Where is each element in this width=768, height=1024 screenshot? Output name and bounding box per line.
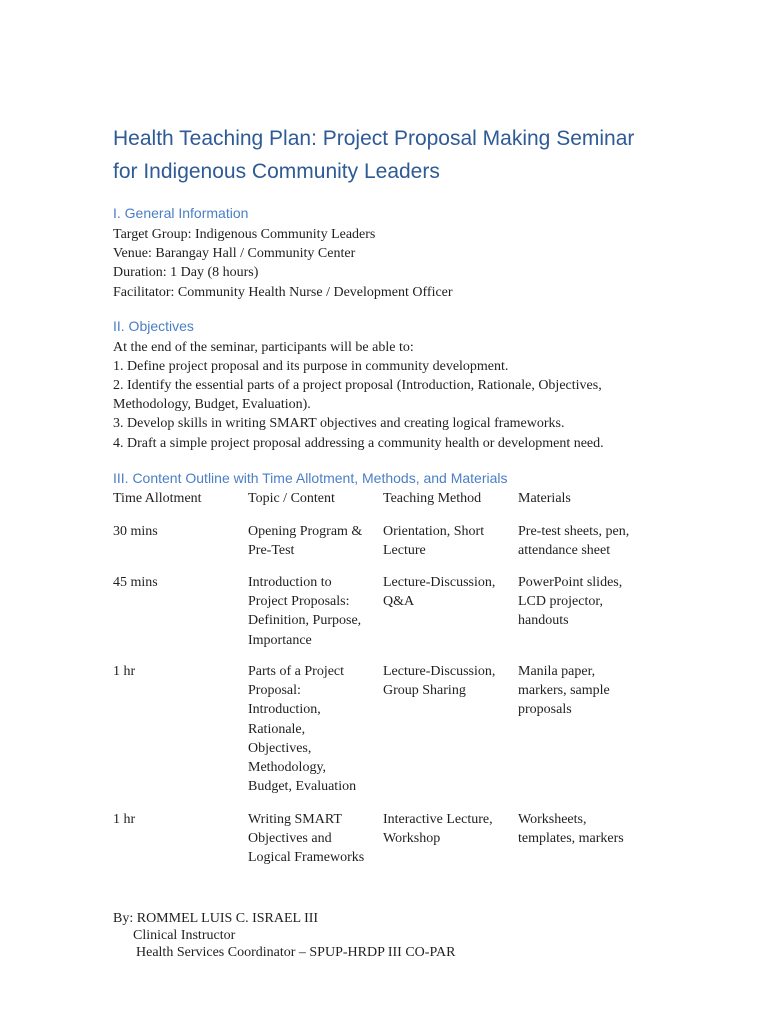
cell-line: handouts bbox=[518, 613, 569, 629]
cell-line: Proposal: bbox=[248, 683, 301, 699]
cell-line: Introduction to bbox=[248, 575, 332, 590]
info-duration: Duration: 1 Day (8 hours) bbox=[113, 265, 259, 280]
cell-time: 45 mins bbox=[113, 575, 158, 590]
column-header-time: Time Allotment bbox=[113, 491, 202, 506]
cell-topic bbox=[248, 662, 376, 796]
cell-line: Parts of a Project bbox=[248, 664, 345, 679]
signature-by: By: ROMMEL LUIS C. ISRAEL III bbox=[113, 911, 319, 926]
cell-materials bbox=[518, 573, 658, 631]
cell-line: templates, markers bbox=[518, 831, 624, 847]
cell-line: Orientation, Short bbox=[383, 524, 485, 539]
cell-materials bbox=[518, 810, 658, 848]
cell-line: Budget, Evaluation bbox=[248, 779, 357, 795]
cell-line: Methodology, bbox=[248, 760, 327, 776]
cell-line: Definition, Purpose, bbox=[248, 613, 362, 629]
cell-line: Pre-Test bbox=[248, 543, 295, 559]
objective-item-3: 3. Develop skills in writing SMART objectives and creating logical frameworks. bbox=[113, 416, 565, 431]
cell-line: Pre-test sheets, pen, bbox=[518, 524, 630, 539]
cell-line: Logical Frameworks bbox=[248, 850, 365, 866]
cell-materials bbox=[518, 522, 658, 560]
objective-item-4: 4. Draft a simple project proposal addressing a community health or development need. bbox=[113, 436, 604, 451]
cell-topic bbox=[248, 810, 376, 868]
cell-topic bbox=[248, 573, 376, 650]
cell-line: Project Proposals: bbox=[248, 594, 350, 610]
cell-method bbox=[383, 573, 511, 611]
title-line-2: for Indigenous Community Leaders bbox=[113, 160, 440, 183]
cell-method bbox=[383, 522, 511, 560]
cell-materials bbox=[518, 662, 658, 720]
cell-time: 30 mins bbox=[113, 524, 158, 539]
cell-line: Introduction, bbox=[248, 702, 321, 718]
cell-line: Lecture-Discussion, bbox=[383, 575, 496, 590]
cell-time: 1 hr bbox=[113, 812, 136, 827]
signature-role-coordinator: Health Services Coordinator – SPUP-HRDP III CO-PAR bbox=[136, 945, 456, 960]
section-heading-content-outline: III. Content Outline with Time Allotment, Methods, and Materials bbox=[113, 470, 508, 486]
info-target-group: Target Group: Indigenous Community Leaders bbox=[113, 227, 376, 242]
title-line-1: Health Teaching Plan: Project Proposal Making Seminar bbox=[113, 127, 635, 150]
cell-time: 1 hr bbox=[113, 664, 136, 679]
cell-topic bbox=[248, 522, 376, 560]
cell-line: LCD projector, bbox=[518, 594, 603, 610]
objective-item-2: 2. Identify the essential parts of a project proposal (Introduction, Rationale, Objectives, bbox=[113, 378, 602, 393]
section-heading-general-information: I. General Information bbox=[113, 205, 249, 221]
cell-line: Opening Program & bbox=[248, 524, 363, 539]
objectives-intro: At the end of the seminar, participants will be able to: bbox=[113, 340, 414, 355]
column-header-method: Teaching Method bbox=[383, 491, 482, 506]
cell-line: Interactive Lecture, bbox=[383, 812, 493, 827]
info-facilitator: Facilitator: Community Health Nurse / Development Officer bbox=[113, 285, 453, 300]
objective-item-1: 1. Define project proposal and its purpose in community development. bbox=[113, 359, 509, 374]
document-title bbox=[113, 122, 673, 188]
cell-line: Importance bbox=[248, 632, 312, 648]
column-header-topic: Topic / Content bbox=[248, 491, 335, 506]
cell-line: attendance sheet bbox=[518, 543, 611, 559]
objective-item-2-cont: Methodology, Budget, Evaluation). bbox=[113, 397, 311, 412]
signature-role-instructor: Clinical Instructor bbox=[133, 928, 236, 943]
cell-line: markers, sample bbox=[518, 683, 610, 699]
cell-line: Q&A bbox=[383, 594, 415, 610]
cell-line: Objectives, bbox=[248, 740, 312, 756]
cell-line: PowerPoint slides, bbox=[518, 575, 623, 590]
cell-method bbox=[383, 810, 511, 848]
cell-line: Writing SMART bbox=[248, 812, 342, 827]
cell-line: Group Sharing bbox=[383, 683, 466, 699]
cell-line: Rationale, bbox=[248, 721, 306, 737]
info-venue: Venue: Barangay Hall / Community Center bbox=[113, 246, 356, 261]
cell-line: proposals bbox=[518, 702, 572, 718]
cell-line: Lecture-Discussion, bbox=[383, 664, 496, 679]
cell-line: Worksheets, bbox=[518, 812, 587, 827]
section-heading-objectives: II. Objectives bbox=[113, 318, 194, 334]
cell-line: Workshop bbox=[383, 831, 441, 847]
document-page bbox=[113, 0, 673, 1024]
column-header-materials: Materials bbox=[518, 491, 571, 506]
cell-line: Lecture bbox=[383, 543, 426, 559]
cell-method bbox=[383, 662, 511, 700]
cell-line: Manila paper, bbox=[518, 664, 596, 679]
cell-line: Objectives and bbox=[248, 831, 332, 847]
